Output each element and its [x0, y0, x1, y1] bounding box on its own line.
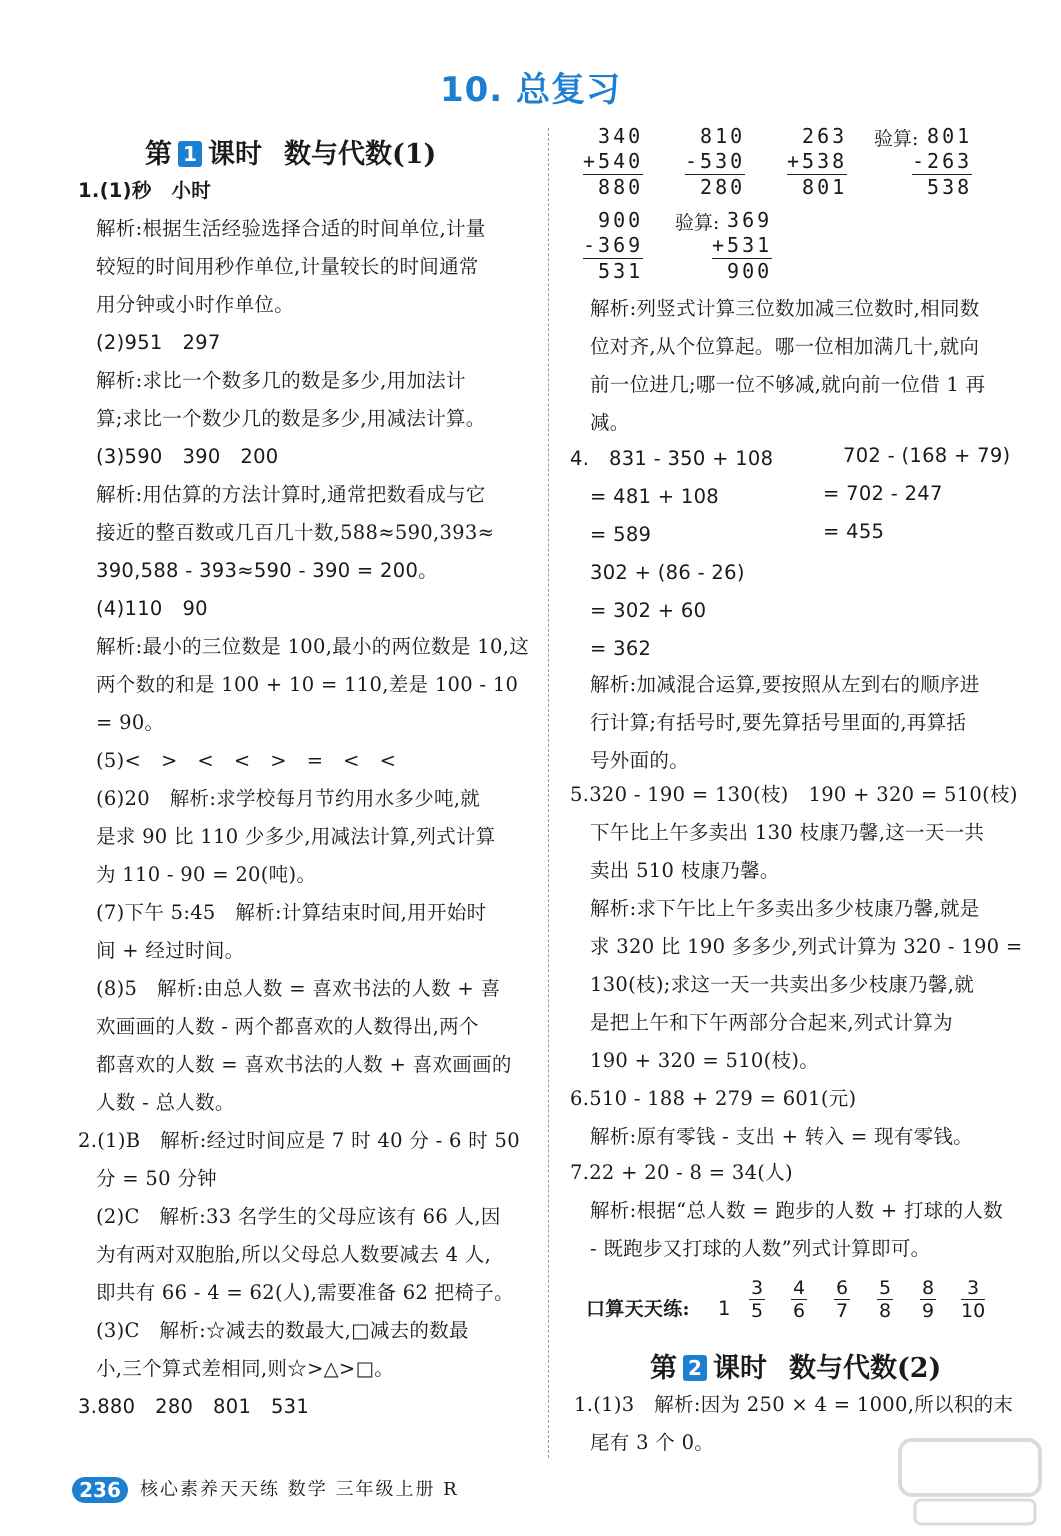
page-title: 10. 总复习 [439, 70, 622, 110]
lesson-number-badge: 1 [178, 141, 202, 167]
denominator: 9 [922, 1300, 935, 1322]
answer-line: 求 320 比 190 多多少,列式计算为 320 - 190 = [590, 935, 1023, 958]
answer-line: 间 + 经过时间。 [96, 939, 245, 962]
vertical-calc [583, 124, 643, 200]
denominator: 5 [751, 1300, 764, 1322]
answer-line: 解析:列竖式计算三位数加减三位数时,相同数 [590, 297, 980, 320]
vcalc-result: 538 [927, 175, 973, 199]
denominator: 7 [836, 1300, 849, 1322]
vertical-calc [912, 124, 972, 200]
vcalc-operand: -530 [685, 149, 746, 173]
lesson-suffix: 课时 [208, 139, 262, 170]
answer-line: 解析:求下午比上午多卖出多少枝康乃馨,就是 [590, 897, 980, 920]
vcalc-result: 880 [598, 175, 644, 199]
vcalc-top: 810 [700, 124, 746, 148]
vcalc-top: 369 [727, 208, 773, 232]
denominator: 10 [961, 1300, 986, 1322]
answer-line: 7.22 + 20 - 8 = 34(人) [570, 1161, 793, 1184]
answer-line: 下午比上午多卖出 130 枝康乃馨,这一天一共 [590, 821, 985, 844]
lesson-prefix: 第 [145, 139, 172, 170]
fraction [834, 1277, 850, 1322]
answer-line: 390,588 - 393≈590 - 390 = 200。 [96, 559, 438, 582]
lesson-prefix: 第 [650, 1353, 677, 1384]
lesson-suffix: 课时 [713, 1353, 767, 1384]
answer-line: 5.320 - 190 = 130(枝) 190 + 320 = 510(枝) [570, 783, 1018, 806]
verify-label: 验算: [874, 128, 919, 150]
answer-line: 接近的整百数或几百几十数,588≈590,393≈ [96, 521, 495, 544]
answer-line: (6)20 解析:求学校每月节约用水多少吨,就 [96, 787, 481, 810]
answer-line: 用分钟或小时作单位。 [96, 293, 295, 316]
answer-line: (3)590 390 200 [96, 445, 279, 468]
vcalc-top: 263 [802, 124, 848, 148]
answer-line: 两个数的和是 100 + 10 = 110,差是 100 - 10 [96, 673, 519, 696]
answer-line: 前一位进几;哪一位不够减,就向前一位借 1 再 [590, 373, 986, 396]
answer-line: (3)C 解析:☆减去的数最大,□减去的数最 [96, 1319, 469, 1342]
watermark-logo [895, 1430, 1045, 1530]
answer-line: (5)< > < < > = < < [96, 749, 397, 772]
answer-line: 解析:求比一个数多几的数是多少,用加法计 [96, 369, 466, 392]
answer-line: 号外面的。 [590, 749, 690, 772]
calc-line: 702 - (168 + 79) [843, 444, 1011, 467]
answer-line: 较短的时间用秒作单位,计量较长的时间通常 [96, 255, 479, 278]
vcalc-operand: -369 [583, 233, 644, 257]
answer-line: (4)110 90 [96, 597, 208, 620]
answer-line: 4. 831 - 350 + 108 [570, 447, 774, 470]
answer-line: 解析:用估算的方法计算时,通常把数看成与它 [96, 483, 486, 506]
book-title: 核心素养天天练 数学 三年级上册 R [140, 1479, 459, 1500]
calc-line: = 455 [823, 520, 885, 543]
answer-line: 欢画画的人数 - 两个都喜欢的人数得出,两个 [96, 1015, 479, 1038]
answer-line: (2)951 297 [96, 331, 221, 354]
answer-line: 3.880 280 801 531 [78, 1395, 310, 1418]
answer-line: 尾有 3 个 0。 [590, 1431, 715, 1454]
answer-line: 解析:最小的三位数是 100,最小的两位数是 10,这 [96, 635, 529, 658]
fraction [920, 1277, 936, 1322]
answer-line: (2)C 解析:33 名学生的父母应该有 66 人,因 [96, 1205, 501, 1228]
answer-line: 人数 - 总人数。 [96, 1091, 235, 1114]
numerator: 3 [751, 1277, 764, 1299]
answer-line: = 481 + 108 [590, 485, 720, 508]
numerator: 8 [922, 1277, 935, 1299]
answer-line: 是求 90 比 110 少多少,用减法计算,列式计算 [96, 825, 496, 848]
answer-line: = 589 [590, 523, 652, 546]
fraction [877, 1277, 893, 1322]
answer-line: 即共有 66 - 4 = 62(人),需要准备 62 把椅子。 [96, 1281, 514, 1304]
vcalc-top: 340 [598, 124, 644, 148]
numerator: 4 [793, 1277, 806, 1299]
column-divider [548, 128, 550, 1458]
page-number-badge: 236 [72, 1477, 128, 1503]
answer-line: = 362 [590, 637, 652, 660]
answer-line: 行计算;有括号时,要先算括号里面的,再算括 [590, 711, 967, 734]
answer-line: 解析:加减混合运算,要按照从左到右的顺序进 [590, 673, 980, 696]
vertical-calc [787, 124, 847, 200]
answer-line: = 90。 [96, 711, 165, 734]
verify-label: 验算: [675, 212, 720, 234]
mental-math-label: 口算天天练: [586, 1298, 690, 1320]
answer-line: 解析:原有零钱 - 支出 + 转入 = 现有零钱。 [590, 1125, 974, 1148]
answer-line: 是把上午和下午两部分合起来,列式计算为 [590, 1011, 953, 1034]
answer-line: 1.(1)秒 小时 [78, 179, 212, 202]
numerator: 3 [961, 1277, 985, 1300]
answer-line: 为 110 - 90 = 20(吨)。 [96, 863, 317, 886]
answer-line: (8)5 解析:由总人数 = 喜欢书法的人数 + 喜 [96, 977, 501, 1000]
vertical-calc [685, 124, 745, 200]
answer-line: 6.510 - 188 + 279 = 601(元) [570, 1087, 857, 1110]
vcalc-top: 801 [927, 124, 973, 148]
answer-line: 位对齐,从个位算起。哪一位相加满几十,就向 [590, 335, 980, 358]
lesson-heading-1 [145, 132, 436, 171]
fraction [749, 1277, 765, 1322]
vcalc-operand: -263 [912, 149, 973, 173]
lesson-name: 数与代数(1) [284, 139, 437, 170]
lesson-heading-2 [650, 1346, 941, 1385]
answer-line: 分 = 50 分钟 [96, 1167, 217, 1190]
vcalc-result: 900 [727, 259, 773, 283]
answer-line: 2.(1)B 解析:经过时间应是 7 时 40 分 - 6 时 50 [78, 1129, 520, 1152]
mental-math-first: 1 [718, 1297, 731, 1320]
answer-line: 190 + 320 = 510(枝)。 [590, 1049, 820, 1072]
answer-line: - 既跑步又打球的人数”列式计算即可。 [590, 1237, 931, 1260]
answer-line: 302 + (86 - 26) [590, 561, 745, 584]
numerator: 5 [879, 1277, 892, 1299]
denominator: 6 [793, 1300, 806, 1322]
answer-line: 130(枝);求这一天一共卖出多少枝康乃馨,就 [590, 973, 975, 996]
answer-line: 卖出 510 枝康乃馨。 [590, 859, 780, 882]
answer-line: 算;求比一个数少几的数是多少,用减法计算。 [96, 407, 486, 430]
vcalc-top: 900 [598, 208, 644, 232]
vcalc-result: 531 [598, 259, 644, 283]
answer-line: (7)下午 5:45 解析:计算结束时间,用开始时 [96, 901, 487, 924]
vcalc-operand: +538 [787, 149, 848, 173]
numerator: 6 [836, 1277, 849, 1299]
vcalc-result: 280 [700, 175, 746, 199]
denominator: 8 [879, 1300, 892, 1322]
answer-line: 1.(1)3 解析:因为 250 × 4 = 1000,所以积的末 [574, 1393, 1014, 1416]
lesson-name: 数与代数(2) [789, 1353, 942, 1384]
fraction [961, 1277, 985, 1322]
vcalc-operand: +531 [712, 233, 773, 257]
vcalc-operand: +540 [583, 149, 644, 173]
lesson-number-badge: 2 [683, 1355, 707, 1381]
vcalc-result: 801 [802, 175, 848, 199]
vertical-calc [712, 208, 772, 284]
answer-line: 都喜欢的人数 = 喜欢书法的人数 + 喜欢画画的 [96, 1053, 512, 1076]
answer-line: 减。 [590, 411, 630, 434]
calc-line: = 702 - 247 [823, 482, 943, 505]
answer-line: 解析:根据生活经验选择合适的时间单位,计量 [96, 217, 486, 240]
vertical-calc [583, 208, 643, 284]
answer-line: = 302 + 60 [590, 599, 707, 622]
answer-line: 小,三个算式差相同,则☆>△>□。 [96, 1357, 395, 1380]
fraction [791, 1277, 807, 1322]
answer-line: 解析:根据“总人数 = 跑步的人数 + 打球的人数 [590, 1199, 1004, 1222]
answer-line: 为有两对双胞胎,所以父母总人数要减去 4 人, [96, 1243, 492, 1266]
